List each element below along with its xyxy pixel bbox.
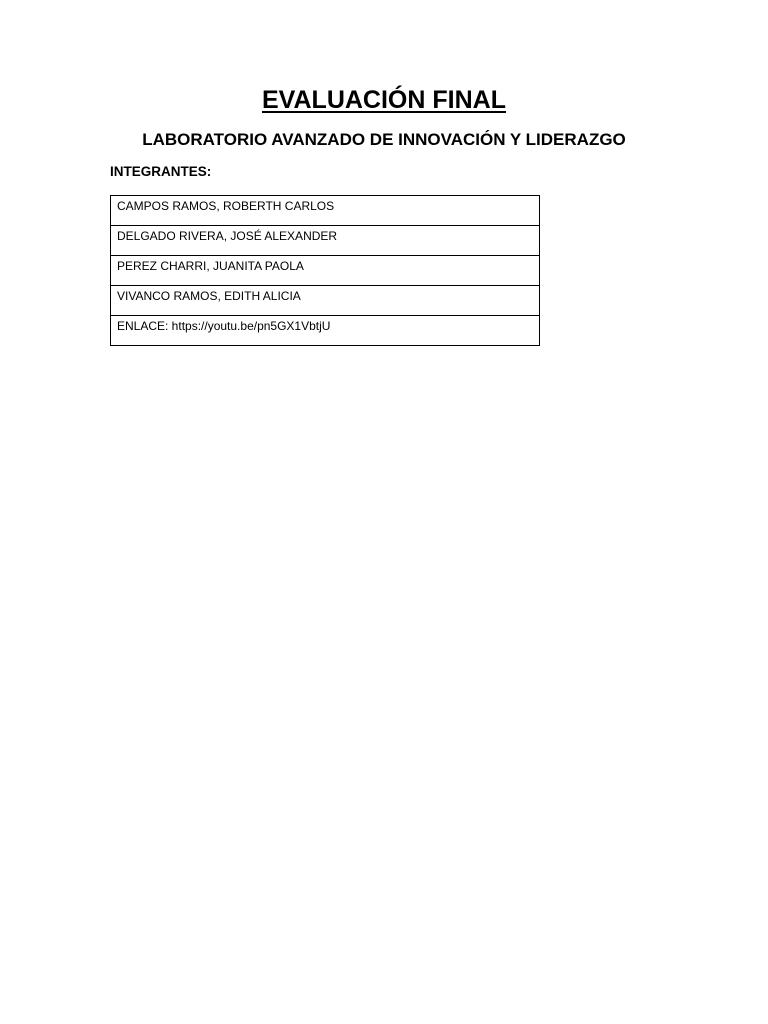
table-row <box>111 226 540 256</box>
member-name: DELGADO RIVERA, JOSÉ ALEXANDER <box>111 226 540 256</box>
document-subtitle: LABORATORIO AVANZADO DE INNOVACIÓN Y LIDERAZGO <box>142 130 626 149</box>
table-row <box>111 256 540 286</box>
members-heading: INTEGRANTES: <box>110 164 212 179</box>
table-row <box>111 196 540 226</box>
video-link-cell[interactable]: ENLACE: https://youtu.be/pn5GX1VbtjU <box>111 316 540 346</box>
table-row <box>111 286 540 316</box>
member-name: PEREZ CHARRI, JUANITA PAOLA <box>111 256 540 286</box>
members-table <box>110 195 540 346</box>
member-name: VIVANCO RAMOS, EDITH ALICIA <box>111 286 540 316</box>
member-name: CAMPOS RAMOS, ROBERTH CARLOS <box>111 196 540 226</box>
document-title: EVALUACIÓN FINAL <box>262 86 506 114</box>
table-row <box>111 316 540 346</box>
